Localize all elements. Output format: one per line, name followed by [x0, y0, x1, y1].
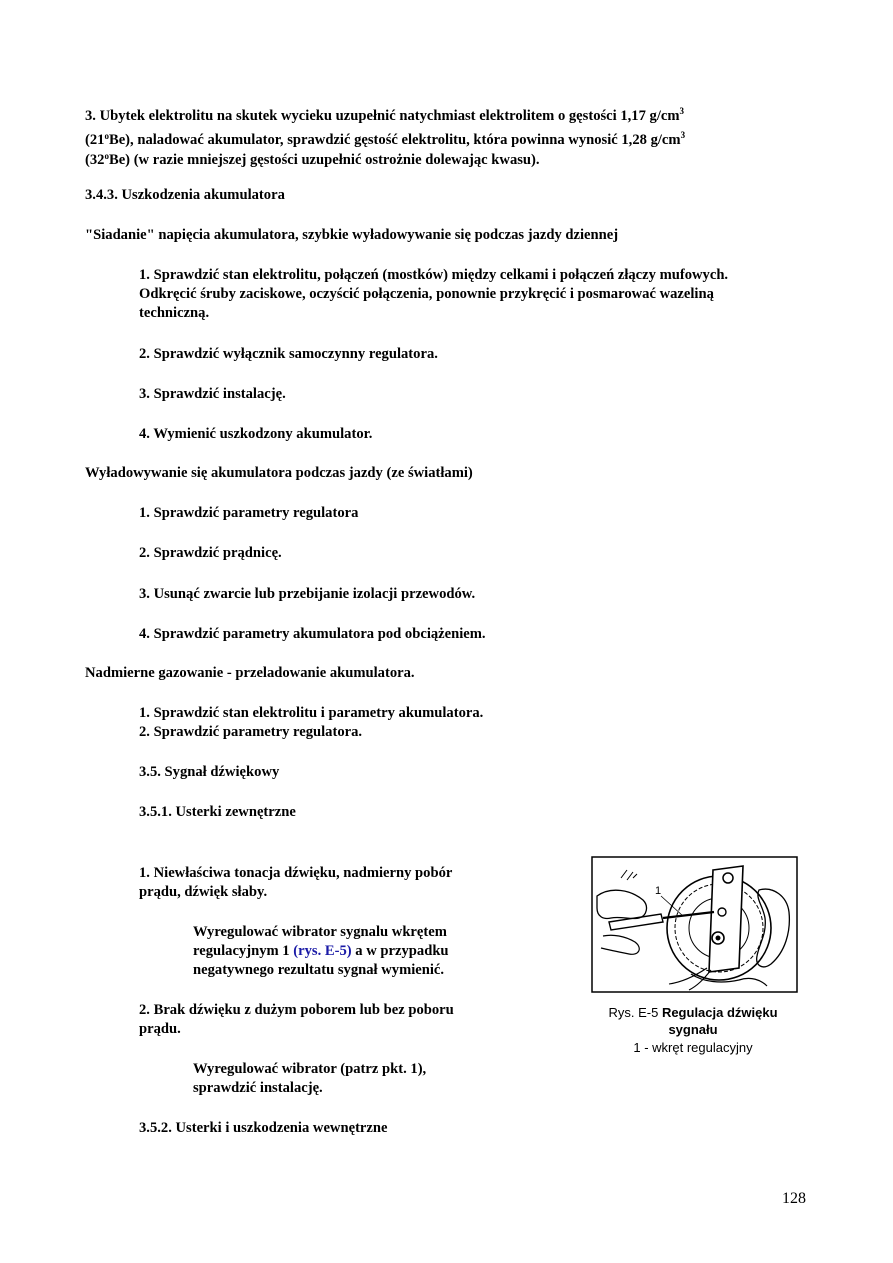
figure-caption-legend: 1 - wkręt regulacyjny	[633, 1040, 753, 1055]
figure-caption-line1: Rys. E-5 Regulacja dźwięku	[608, 1005, 778, 1020]
fault2-fix-line1: Wyregulować wibrator (patrz pkt. 1),	[193, 1061, 427, 1077]
adjusting-screw-center	[716, 936, 721, 941]
figure-reference-link[interactable]: (rys. E-5)	[293, 943, 352, 959]
section-heading-35: 3.5. Sygnał dźwiękowy	[139, 764, 280, 780]
step3-line1: 3. Ubytek elektrolitu na skutek wycieku uzupełnić natychmiast elektrolitem o gęstości 1,17 $g/cm^3$	[85, 106, 685, 124]
group1-item2: 2. Sprawdzić wyłącznik samoczynny regulatora.	[139, 346, 438, 362]
fault1-line2: prądu, dźwięk słaby.	[139, 884, 268, 900]
group3-heading: Nadmierne gazowanie - przeladowanie akumulatora.	[85, 665, 415, 681]
group1-item4: 4. Wymienić uszkodzony akumulator.	[139, 426, 373, 442]
group2-heading: Wyładowywanie się akumulatora podczas jazdy (ze światłami)	[85, 465, 473, 481]
callout-label: 1	[655, 885, 662, 897]
group1-item3: 3. Sprawdzić instalację.	[139, 386, 286, 402]
step3-line2: (21$^o$Be), naladować akumulator, sprawdzić gęstość elektrolitu, która powinna wynosić 1,28 $g/cm^3$	[85, 130, 686, 148]
fault2-line1: 2. Brak dźwięku z dużym poborem lub bez poboru	[139, 1002, 454, 1018]
section-heading-351: 3.5.1. Usterki zewnętrzne	[139, 804, 296, 820]
fault1-fix-line1: Wyregulować wibrator sygnalu wkrętem	[193, 924, 447, 940]
fault2-fix-line2: sprawdzić instalację.	[193, 1080, 323, 1096]
group3-item2: 2. Sprawdzić parametry regulatora.	[139, 724, 363, 740]
fault1-fix-line3: negatywnego rezultatu sygnał wymienić.	[193, 962, 445, 978]
group1-item1-line1: 1. Sprawdzić stan elektrolitu, połączeń (mostków) między celkami i połączeń złączy mufowych.	[139, 267, 729, 283]
group3-item1: 1. Sprawdzić stan elektrolitu i parametry akumulatora.	[139, 705, 484, 721]
section-heading-343: 3.4.3. Uszkodzenia akumulatora	[85, 187, 285, 203]
group1-item1-line2: Odkręcić śruby zaciskowe, oczyścić połączenia, ponownie przykręcić i posmarować wazeliną	[139, 286, 714, 302]
group1-heading: "Siadanie" napięcia akumulatora, szybkie wyładowywanie się podczas jazdy dziennej	[85, 227, 619, 243]
group1-item1-line3: techniczną.	[139, 305, 210, 321]
group2-item1: 1. Sprawdzić parametry regulatora	[139, 505, 359, 521]
fault2-line2: prądu.	[139, 1021, 181, 1037]
group2-item4: 4. Sprawdzić parametry akumulatora pod obciążeniem.	[139, 626, 486, 642]
horn-adjustment-figure	[591, 856, 798, 993]
figure-caption-line2: sygnału	[668, 1022, 718, 1037]
group2-item2: 2. Sprawdzić prądnicę.	[139, 545, 282, 561]
bracket-hole-top	[723, 873, 733, 883]
group2-item3: 3. Usunąć zwarcie lub przebijanie izolacji przewodów.	[139, 586, 476, 602]
fault1-fix-line2: regulacyjnym 1 (rys. E-5) a w przypadku	[193, 943, 449, 959]
page-number: 128	[782, 1190, 806, 1207]
fault1-line1: 1. Niewłaściwa tonacja dźwięku, nadmierny pobór	[139, 865, 453, 881]
step3-line3: (32$^o$Be) (w razie mniejszej gęstości uzupełnić ostrożnie dolewając kwasu).	[85, 151, 540, 168]
section-heading-352: 3.5.2. Usterki i uszkodzenia wewnętrzne	[139, 1120, 388, 1136]
bracket-hole-mid	[718, 908, 726, 916]
